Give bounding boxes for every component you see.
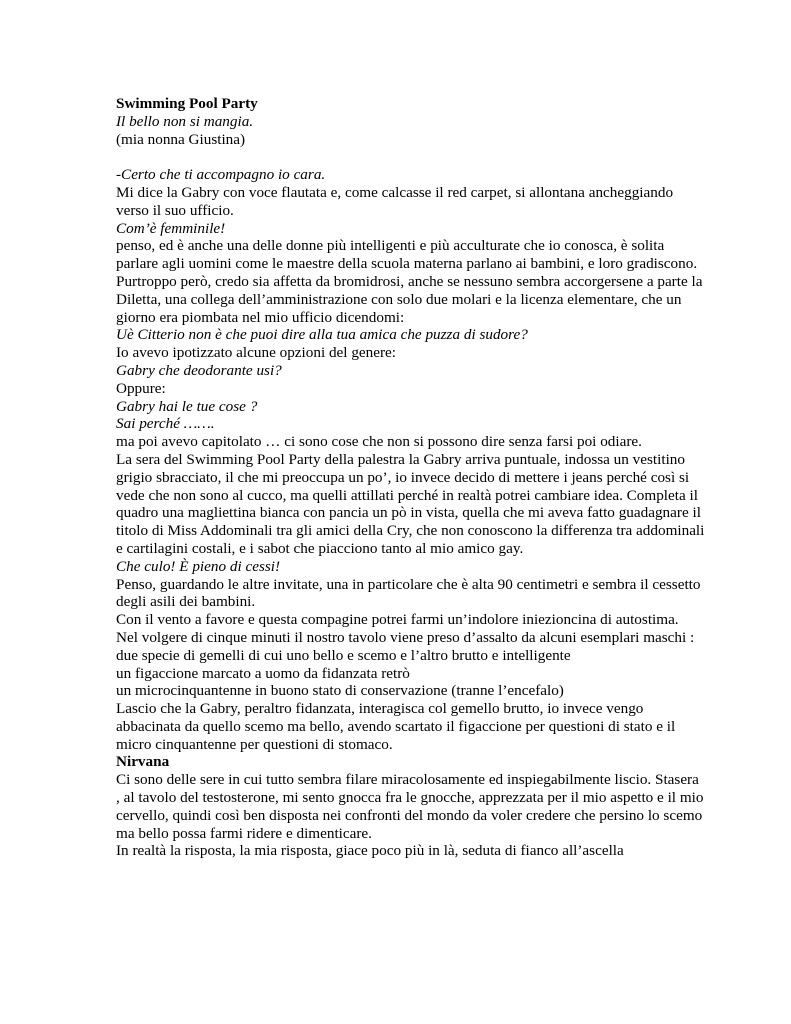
paragraph: Lascio che la Gabry, peraltro fidanzata, interagisca col gemello brutto, io invece vengo abbacinata da quello scemo ma bello, avendo scartato il figaccione per questioni di stato e il micro cinquantenne per questioni di stomaco. — [116, 700, 676, 753]
paragraph: Oppure: — [116, 379, 166, 397]
paragraph: Con il vento a favore e questa compagine potrei farmi un’indolore iniezioncina di autostima. — [116, 611, 679, 629]
section-heading: Nirvana — [116, 753, 170, 771]
dialogue-line: Sai perché ……. — [116, 415, 215, 433]
list-line: due specie di gemelli di cui uno bello e scemo e l’altro brutto e intelligente — [116, 646, 571, 664]
list-line: un figaccione marcato a uomo da fidanzata retrò — [116, 664, 410, 682]
paragraph: ma poi avevo capitolato … ci sono cose che non si possono dire senza farsi poi odiare. — [116, 433, 642, 451]
paragraph: Io avevo ipotizzato alcune opzioni del genere: — [116, 344, 397, 362]
list-line: un microcinquantenne in buono stato di conservazione (tranne l’encefalo) — [116, 682, 564, 700]
document-body — [116, 95, 706, 860]
thought-line: Com’è femminile! — [116, 219, 226, 237]
paragraph: Penso, guardando le altre invitate, una in particolare che è alta 90 centimetri e sembra il cessetto degli asili dei bambini. — [116, 575, 701, 611]
dialogue-line: -Certo che ti accompagno io cara. — [116, 166, 326, 184]
paragraph: La sera del Swimming Pool Party della palestra la Gabry arriva puntuale, indossa un vestitino grigio sbracciato, il che mi preoccupa un po’, io invece decido di mettere i jeans perché così si vede che non sono al cucco, ma quelli attillati perché in realtà potrei cambiare idea. Completa il quadro una magliettina bianca con pancia un pò in vista, quella che mi aveva fatto guadagnare il titolo di Miss Addominali tra gli amici della Cry, che non conoscono la differenza tra addominali e cartilagini costali, e i sabot che piacciono tanto al mio amico gay. — [116, 450, 705, 557]
paragraph: Mi dice la Gabry con voce flautata e, come calcasse il red carpet, si allontana ancheggiando verso il suo ufficio. — [116, 183, 674, 219]
document-title: Swimming Pool Party — [116, 95, 258, 112]
epigraph: Il bello non si mangia. — [116, 112, 254, 130]
paragraph: Nel volgere di cinque minuti il nostro tavolo viene preso d’assalto da alcuni esemplari maschi : — [116, 628, 695, 646]
paragraph: Ci sono delle sere in cui tutto sembra filare miracolosamente ed inspiegabilmente liscio. Stasera , al tavolo del testosterone, mi sento gnocca fra le gnocche, apprezzata per il mio aspetto e il mio cervello, quindi così ben disposta nei confronti del mondo da voler credere che persino lo scemo ma bello possa farmi ridere e dimenticare. — [116, 771, 704, 842]
dialogue-line: Uè Citterio non è che puoi dire alla tua amica che puzza di sudore? — [116, 326, 528, 344]
dialogue-line: Gabry che deodorante usi? — [116, 361, 282, 379]
blank-line — [116, 148, 706, 166]
paragraph: In realtà la risposta, la mia risposta, giace poco più in là, seduta di fianco all’ascella — [116, 842, 624, 860]
dialogue-line: Gabry hai le tue cose ? — [116, 397, 258, 415]
thought-line: Che culo! È pieno di cessi! — [116, 557, 281, 575]
paragraph: penso, ed è anche una delle donne più intelligenti e più acculturate che io conosca, è solita parlare agli uomini come le maestre della scuola materna parlano ai bambini, e loro gradiscono. Purtroppo però, credo sia affetta da bromidrosi, anche se nessuno sembra accorgersene a parte la Diletta, una collega dell’amministrazione con solo due molari e la licenza elementare, che un giorno era piombata nel mio ufficio dicendomi: — [116, 237, 703, 326]
epigraph-attribution: (mia nonna Giustina) — [116, 130, 246, 148]
